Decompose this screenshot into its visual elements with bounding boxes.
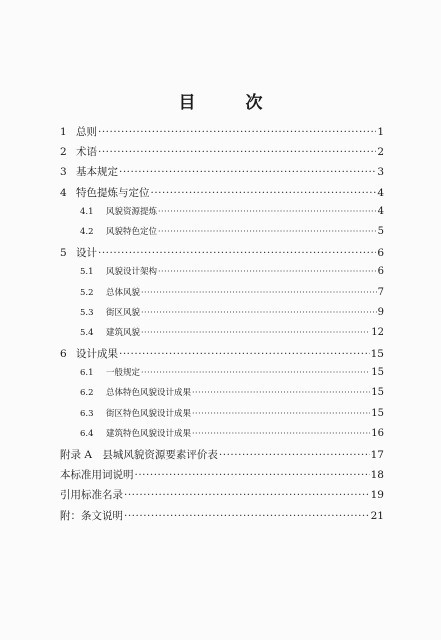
toc-entry[interactable] xyxy=(60,164,384,184)
toc-entry[interactable] xyxy=(60,427,384,447)
toc-leader-dots xyxy=(141,368,370,378)
toc-leader-dots xyxy=(124,489,370,501)
toc-entry-label: 总则 xyxy=(76,126,97,138)
toc-leader-dots xyxy=(119,348,370,360)
toc-entry-page-number: 16 xyxy=(371,427,384,439)
toc-entry-label: 街区特色风貌设计成果 xyxy=(106,408,192,419)
toc-entry-label: 风貌资源提炼 xyxy=(106,206,158,217)
toc-entry-number: 6.1 xyxy=(80,368,94,379)
toc-leader-dots xyxy=(158,207,377,217)
toc-entry-number: 4.2 xyxy=(80,226,94,237)
toc-entry[interactable] xyxy=(60,447,384,467)
toc-leader-dots xyxy=(119,166,376,178)
table-of-contents xyxy=(60,124,384,528)
page-title: 目 次 xyxy=(178,93,285,113)
toc-entry-page-number: 1 xyxy=(377,126,384,138)
toc-leader-dots xyxy=(98,247,376,259)
toc-leader-dots xyxy=(192,388,370,398)
toc-entry-page-number: 4 xyxy=(377,186,384,199)
toc-entry[interactable] xyxy=(60,326,384,346)
toc-entry-label: 附：条文说明 xyxy=(60,509,123,522)
toc-leader-dots xyxy=(98,146,376,158)
toc-entry-number: 1 xyxy=(60,126,67,138)
toc-entry-label: 设计 xyxy=(76,247,97,260)
toc-entry-page-number: 17 xyxy=(370,449,384,461)
toc-entry[interactable] xyxy=(60,346,384,366)
toc-entry-number: 4 xyxy=(60,186,67,199)
toc-entry-page-number: 12 xyxy=(371,326,384,338)
toc-leader-dots xyxy=(135,469,370,481)
toc-leader-dots xyxy=(141,308,377,318)
toc-entry[interactable] xyxy=(60,366,384,386)
toc-entry[interactable] xyxy=(60,407,384,427)
toc-entry[interactable] xyxy=(60,265,384,285)
toc-entry-number: 4.1 xyxy=(80,206,94,217)
toc-entry-number: 6.4 xyxy=(80,428,94,439)
toc-entry-number: 3 xyxy=(60,166,67,179)
toc-entry-page-number: 15 xyxy=(371,387,384,399)
toc-entry-label: 风貌特色定位 xyxy=(106,226,158,237)
toc-entry-page-number: 15 xyxy=(370,348,384,361)
toc-entry-label: 术语 xyxy=(76,146,97,159)
toc-entry-page-number: 4 xyxy=(377,205,384,217)
toc-entry-page-number: 6 xyxy=(377,266,384,278)
toc-leader-dots xyxy=(141,328,370,338)
toc-entry-page-number: 19 xyxy=(370,489,384,502)
toc-entry-number: 5.1 xyxy=(80,267,94,278)
toc-entry-page-number: 18 xyxy=(370,469,384,482)
toc-entry[interactable] xyxy=(60,185,384,205)
toc-entry-page-number: 15 xyxy=(371,407,384,419)
toc-entry-page-number: 6 xyxy=(377,247,384,260)
toc-entry[interactable] xyxy=(60,306,384,326)
toc-entry[interactable] xyxy=(60,386,384,406)
toc-entry-label: 特色提炼与定位 xyxy=(76,186,150,199)
toc-entry-label: 总体特色风貌设计成果 xyxy=(106,388,192,399)
toc-entry-number: 2 xyxy=(60,146,67,159)
toc-entry-number: 6 xyxy=(60,348,67,361)
toc-entry[interactable] xyxy=(60,124,384,144)
toc-entry-number: 6.3 xyxy=(80,408,94,419)
toc-leader-dots xyxy=(98,126,376,138)
toc-leader-dots xyxy=(219,449,370,461)
toc-entry-label: 一般规定 xyxy=(106,368,141,379)
toc-entry-number: 5.2 xyxy=(80,287,94,298)
toc-leader-dots xyxy=(192,429,370,439)
toc-entry-page-number: 2 xyxy=(377,146,384,159)
toc-leader-dots xyxy=(151,187,377,199)
toc-entry-label: 建筑特色风貌设计成果 xyxy=(106,428,192,439)
toc-entry[interactable] xyxy=(60,487,384,507)
toc-leader-dots xyxy=(192,409,370,419)
toc-entry-label: 街区风貌 xyxy=(106,307,141,318)
toc-entry[interactable] xyxy=(60,245,384,265)
toc-entry-label: 设计成果 xyxy=(76,348,118,361)
toc-entry-page-number: 21 xyxy=(370,509,384,522)
toc-entry[interactable] xyxy=(60,286,384,306)
toc-entry-page-number: 7 xyxy=(377,286,384,298)
toc-leader-dots xyxy=(158,267,377,277)
toc-leader-dots xyxy=(124,510,370,522)
toc-entry-label: 附录 A 县城风貌资源要素评价表 xyxy=(60,449,218,461)
toc-entry-number: 5.3 xyxy=(80,307,94,318)
toc-entry-label: 本标准用词说明 xyxy=(60,469,134,482)
toc-entry[interactable] xyxy=(60,467,384,487)
toc-entry-number: 5 xyxy=(60,247,67,260)
toc-entry[interactable] xyxy=(60,205,384,225)
toc-entry-label: 基本规定 xyxy=(76,166,118,179)
toc-entry-page-number: 15 xyxy=(371,367,384,379)
toc-entry-number: 6.2 xyxy=(80,388,94,399)
toc-entry-page-number: 9 xyxy=(377,306,384,318)
toc-entry[interactable] xyxy=(60,225,384,245)
toc-entry-label: 风貌设计架构 xyxy=(106,267,158,278)
toc-entry-label: 总体风貌 xyxy=(106,287,141,298)
toc-entry-page-number: 3 xyxy=(377,166,384,179)
toc-entry-page-number: 5 xyxy=(377,225,384,237)
toc-entry-label: 建筑风貌 xyxy=(106,327,141,338)
toc-entry[interactable] xyxy=(60,144,384,164)
toc-entry-number: 5.4 xyxy=(80,327,94,338)
toc-leader-dots xyxy=(158,227,377,237)
toc-entry-label: 引用标准名录 xyxy=(60,489,123,502)
toc-leader-dots xyxy=(141,288,377,298)
toc-entry[interactable] xyxy=(60,508,384,528)
